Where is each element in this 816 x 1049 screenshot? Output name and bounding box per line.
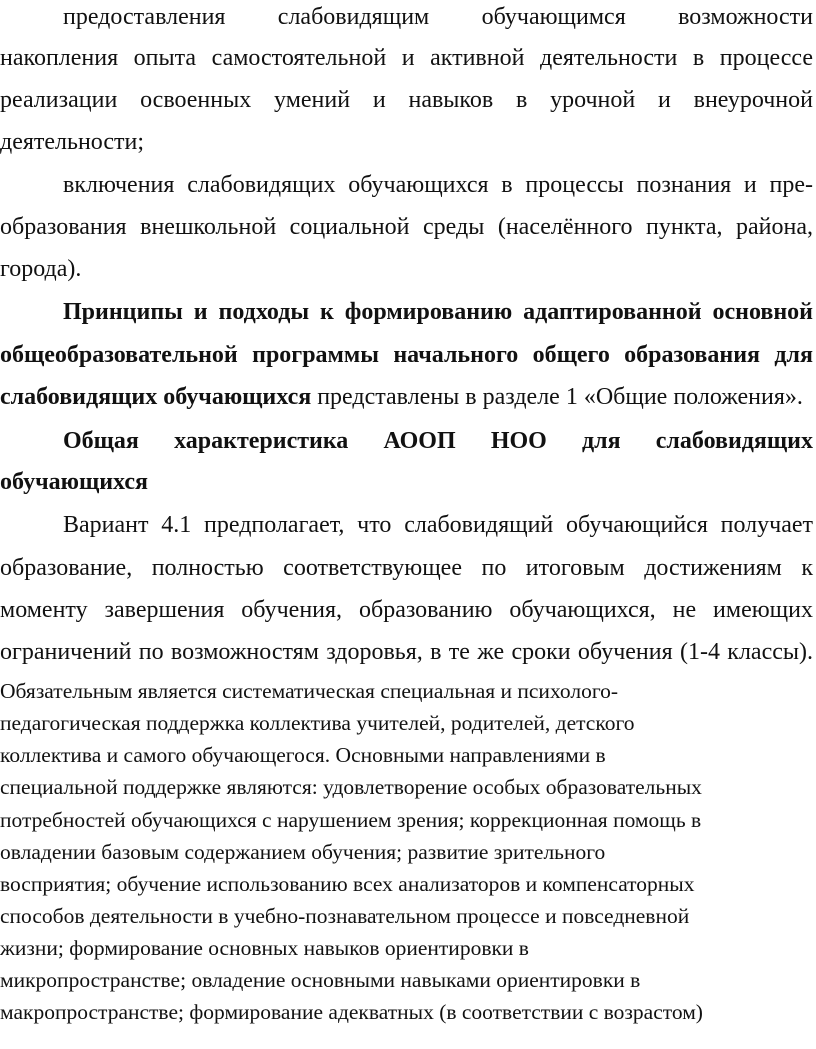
bold-text-line: Принципы и подходы к формированию адаптированной основной [63, 299, 813, 325]
text-line [0, 385, 813, 409]
text-line: восприятия; обучение использованию всех анализаторов и компенсаторных [0, 872, 695, 896]
text-line: образования внешкольной социальной среды (населённого пункта, района, [0, 214, 813, 240]
text-line: образование, полностью соответствующее по итоговым достижениям к [0, 555, 813, 581]
text-line: предоставления слабовидящим обучающимся возможности [63, 4, 813, 30]
text-line: накопления опыта самостоятельной и активной деятельности в процессе [0, 45, 813, 71]
text-line: ограничений по возможностям здоровья, в те же сроки обучения (1-4 классы). [0, 639, 813, 665]
text-line: жизни; формирование основных навыков ориентировки в [0, 936, 529, 960]
text-line: педагогическая поддержка коллектива учителей, родителей, детского [0, 711, 635, 735]
text-line: овладении базовым содержанием обучения; развитие зрительного [0, 840, 606, 864]
text-line: Обязательным является систематическая специальная и психолого- [0, 679, 619, 703]
section-heading: Общая характеристика АООП НОО для слабовидящих [63, 428, 813, 454]
bold-text-line: общеобразовательной программы начального общего образования для [0, 342, 813, 368]
text-line: специальной поддержке являются: удовлетворение особых образовательных [0, 775, 702, 799]
text-line: моменту завершения обучения, образованию обучающихся, не имеющих [0, 597, 813, 623]
text-line: макропространстве; формирование адекватных (в соответствии с возрастом) [0, 1000, 703, 1024]
section-heading: обучающихся [0, 469, 148, 495]
text-line: потребностей обучающихся с нарушением зрения; коррекционная помощь в [0, 808, 702, 832]
bold-phrase: слабовидящих обучающихся [0, 384, 312, 410]
text-line: коллектива и самого обучающегося. Основными направлениями в [0, 743, 606, 767]
plain-phrase: представлены в разделе 1 «Общие положения». [311, 384, 803, 410]
text-line: города). [0, 256, 82, 282]
text-line: деятельности; [0, 129, 145, 155]
text-line: включения слабовидящих обучающихся в процессы познания и пре- [63, 172, 813, 198]
text-line: микропространстве; овладение основными навыками ориентировки в [0, 968, 641, 992]
text-line: способов деятельности в учебно-познавательном процессе и повседневной [0, 904, 690, 928]
text-line: Вариант 4.1 предполагает, что слабовидящий обучающийся получает [63, 512, 813, 538]
text-line: реализации освоенных умений и навыков в урочной и внеурочной [0, 87, 813, 113]
